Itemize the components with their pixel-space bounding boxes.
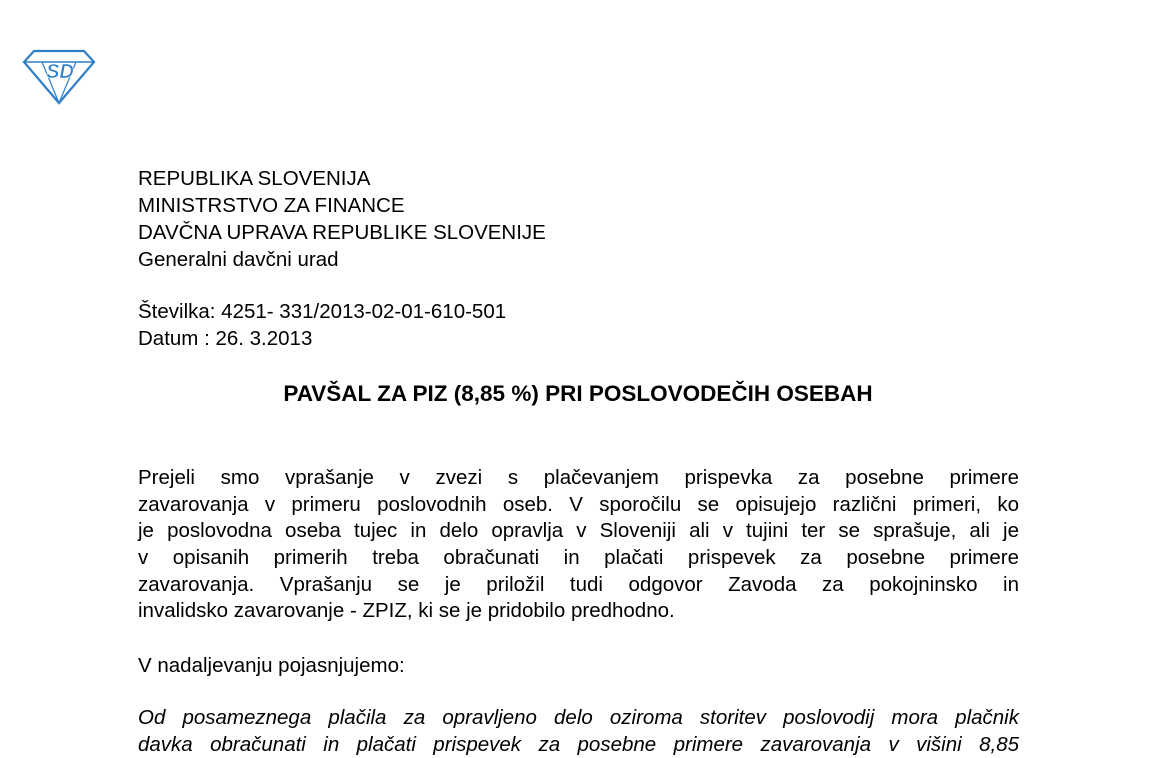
reference-number: Številka: 4251- 331/2013-02-01-610-501: [138, 300, 507, 323]
header-office: Generalni davčni urad: [138, 248, 339, 271]
header-republic: REPUBLIKA SLOVENIJA: [138, 167, 371, 190]
paragraph-intro: [138, 465, 1019, 625]
paragraph-line: je poslovodna oseba tujec in delo opravlja v Sloveniji ali v tujini ter se sprašuje, ali je: [138, 519, 1019, 543]
header-ministry: MINISTRSTVO ZA FINANCE: [138, 194, 405, 217]
paragraph-line: invalidsko zavarovanje - ZPIZ, ki se je pridobilo predhodno.: [138, 599, 675, 623]
paragraph-line: Od posameznega plačila za opravljeno delo oziroma storitev poslovodij mora plačnik: [138, 706, 1019, 729]
header-tax-administration: DAVČNA UPRAVA REPUBLIKE SLOVENIJE: [138, 221, 546, 244]
paragraph-line: zavarovanja v primeru poslovodnih oseb. V sporočilu se opisujejo različni primeri, ko: [138, 492, 1019, 516]
paragraph-line: davka obračunati in plačati prispevek za posebne primere zavarovanja v višini 8,85: [138, 732, 1019, 756]
sd-diamond-logo-icon: [22, 49, 96, 105]
paragraph-quoted-rule: [138, 705, 1019, 758]
paragraph-explanation-lead: V nadaljevanju pojasnjujemo:: [138, 654, 405, 677]
paragraph-line: zavarovanja. Vprašanju se je priložil tudi odgovor Zavoda za pokojninsko in: [138, 572, 1019, 596]
logo-text: SD: [46, 61, 74, 83]
document-reference: [138, 298, 506, 352]
authority-header: [138, 165, 546, 273]
document-title: PAVŠAL ZA PIZ (8,85 %) PRI POSLOVODEČIH OSEBAH: [283, 381, 873, 406]
paragraph-line: Prejeli smo vprašanje v zvezi s plačevanjem prispevka za posebne primere: [138, 466, 1019, 489]
paragraph-line: v opisanih primerih treba obračunati in plačati prispevek za posebne primere: [138, 546, 1019, 570]
reference-date: Datum : 26. 3.2013: [138, 327, 313, 350]
